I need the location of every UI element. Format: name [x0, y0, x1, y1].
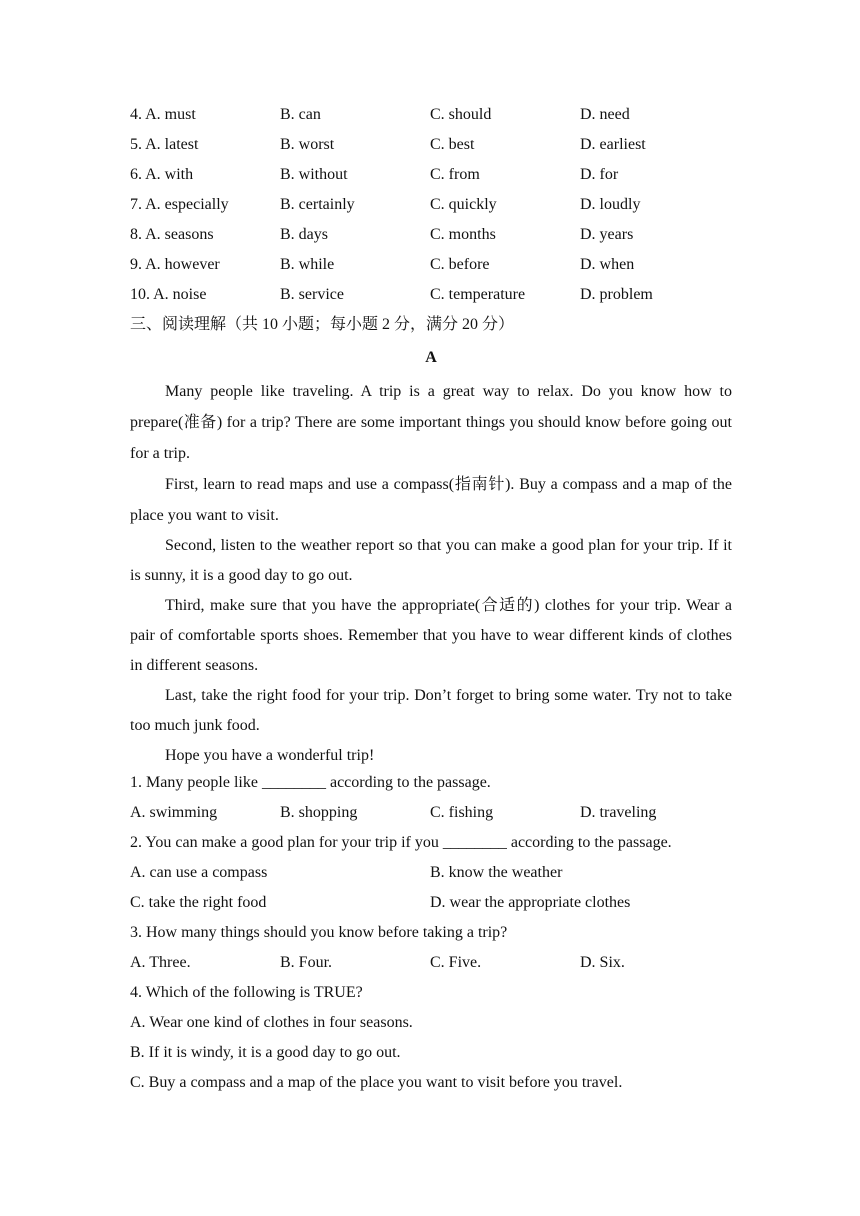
- option-d: D. problem: [580, 286, 653, 303]
- option-a: A. can use a compass: [130, 864, 268, 881]
- cloze-row-4: [130, 103, 732, 133]
- question-2-stem: 2. You can make a good plan for your trip if you ________ according to the passage.: [130, 834, 672, 851]
- option-c: C. Buy a compass and a map of the place you want to visit before you travel.: [130, 1074, 623, 1091]
- option-d: D. for: [580, 166, 619, 183]
- option-c: C. temperature: [430, 286, 526, 303]
- cloze-row-9: [130, 253, 732, 283]
- passage-paragraph-6: Hope you have a wonderful trip!: [165, 747, 375, 764]
- passage-paragraph-2: First, learn to read maps and use a compass(指南针). Buy a compass and a map of the place you want to visit.: [130, 476, 732, 524]
- option-b: B. can: [280, 106, 321, 123]
- question-2-options-cd: [130, 891, 732, 921]
- option-c: C. quickly: [430, 196, 497, 213]
- option-b: B. without: [280, 166, 348, 183]
- option-a: 6. A. with: [130, 166, 194, 183]
- passage-title: A: [425, 349, 437, 366]
- option-b: B. days: [280, 226, 328, 243]
- option-c: C. fishing: [430, 804, 494, 821]
- passage-paragraph-3: Second, listen to the weather report so that you can make a good plan for your trip. If it is sunny, it is a good day to go out.: [130, 537, 732, 584]
- passage-paragraph-4: Third, make sure that you have the appropriate(合适的) clothes for your trip. Wear a pair of comfortable sports shoes. Remember that you have to wear different kinds of clothes in different seasons.: [130, 597, 732, 674]
- option-d: D. years: [580, 226, 634, 243]
- cloze-row-10: [130, 283, 732, 313]
- option-d: D. traveling: [580, 804, 657, 821]
- option-b: B. certainly: [280, 196, 355, 213]
- option-a: A. swimming: [130, 804, 218, 821]
- option-b: B. know the weather: [430, 864, 563, 881]
- option-c: C. before: [430, 256, 490, 273]
- option-a: 10. A. noise: [130, 286, 207, 303]
- option-d: D. earliest: [580, 136, 646, 153]
- passage-paragraph-5: Last, take the right food for your trip. Don’t forget to bring some water. Try not to take too much junk food.: [130, 687, 732, 734]
- passage-paragraph-1: Many people like traveling. A trip is a great way to relax. Do you know how to prepare(准备) for a trip? There are some important things you should know before going out for a trip.: [130, 383, 732, 462]
- option-d: D. need: [580, 106, 630, 123]
- section-heading: 三、阅读理解（共 10 小题；每小题 2 分，满分 20 分）: [130, 316, 515, 333]
- option-c: C. take the right food: [130, 894, 267, 911]
- question-4-stem: 4. Which of the following is TRUE?: [130, 984, 363, 1001]
- cloze-options: [130, 103, 732, 313]
- cloze-row-8: [130, 223, 732, 253]
- question-2-options-ab: [130, 861, 732, 891]
- option-b: B. worst: [280, 136, 335, 153]
- question-3-options: [130, 951, 732, 981]
- option-d: D. when: [580, 256, 635, 273]
- option-c: C. from: [430, 166, 480, 183]
- option-c: C. months: [430, 226, 496, 243]
- option-b: B. If it is windy, it is a good day to go out.: [130, 1044, 401, 1061]
- question-1-options: [130, 801, 732, 831]
- option-d: D. Six.: [580, 954, 625, 971]
- option-a: A. Three.: [130, 954, 191, 971]
- question-1-stem: 1. Many people like ________ according to the passage.: [130, 774, 491, 791]
- option-a: A. Wear one kind of clothes in four seasons.: [130, 1014, 413, 1031]
- option-d: D. wear the appropriate clothes: [430, 894, 631, 911]
- option-b: B. while: [280, 256, 335, 273]
- cloze-row-6: [130, 163, 732, 193]
- option-b: B. Four.: [280, 954, 333, 971]
- option-c: C. best: [430, 136, 475, 153]
- cloze-row-5: [130, 133, 732, 163]
- option-a: 9. A. however: [130, 256, 220, 273]
- option-c: C. should: [430, 106, 492, 123]
- option-a: 5. A. latest: [130, 136, 199, 153]
- question-3-stem: 3. How many things should you know before taking a trip?: [130, 924, 508, 941]
- option-b: B. shopping: [280, 804, 358, 821]
- option-a: 8. A. seasons: [130, 226, 214, 243]
- option-a: 7. A. especially: [130, 196, 229, 213]
- option-a: 4. A. must: [130, 106, 196, 123]
- option-c: C. Five.: [430, 954, 482, 971]
- option-d: D. loudly: [580, 196, 641, 213]
- cloze-row-7: [130, 193, 732, 223]
- option-b: B. service: [280, 286, 344, 303]
- exam-page: [130, 103, 732, 1101]
